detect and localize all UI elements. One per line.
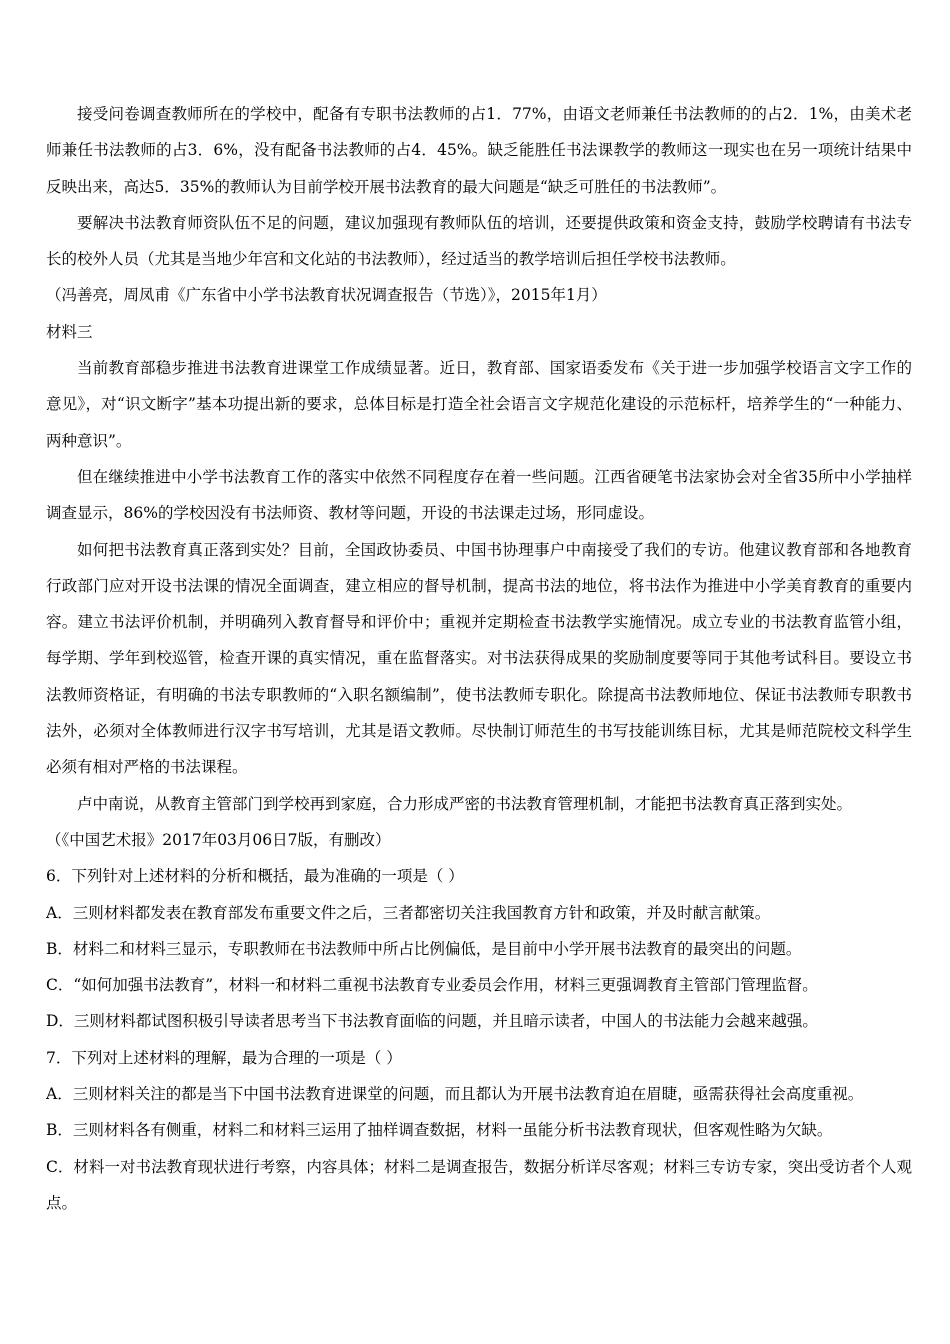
paragraph-conclusion: 卢中南说，从教育主管部门到学校再到家庭，合力形成严密的书法教育管理机制，才能把书法教育真正落到实处。	[77, 794, 853, 813]
paragraph-interview: 如何把书法教育真正落到实处？目前，全国政协委员、中国书协理事户中南接受了我们的专访。他建议教育部和各地教育行政部门应对开设书法课的情况全面调查，建立相应的督导机制，提高书法的地位，将书法作为推进中小学美育教育的重要内容。建立书法评价机制，并明确列入教育督导和评价中；重视并定期检查书法教学实施情况。成立专业的书法教育监管小组，每学期、学年到校巡管，检查开课的真实情况，重在监督落实。对书法获得成果的奖励制度要等同于其他考试科目。要设立书法教师资格证，有明确的书法专职教师的“入职名额编制”，使书法教师专职化。除提高书法教师地位、保证书法教师专职教书法外，必须对全体教师进行汉字书写培训，尤其是语文教师。尽快制订师范生的书写技能训练目标，尤其是师范院校文科学生必须有相对严格的书法课程。	[46, 540, 912, 777]
paragraph-ministry-progress: 当前教育部稳步推进书法教育进课堂工作成绩显著。近日，教育部、国家语委发布《关于进一步加强学校语言文字工作的意见》，对“识文断字”基本功提出新的要求，总体目标是打造全社会语言文字规范化建设的示范标杆，培养学生的“一种能力、两种意识”。	[46, 359, 912, 450]
question-7-stem: 7．下列对上述材料的理解，最为合理的一项是（ ）	[46, 1048, 402, 1067]
paragraph-teacher-statistics: 接受问卷调查教师所在的学校中，配备有专职书法教师的占1．77%，由语文老师兼任书法教师的的占2．1%，由美术老师兼任书法教师的占3．6%，没有配备书法教师的占4．45%。缺乏能胜任书法课教学的教师这一现实也在另一项统计结果中反映出来，高达5．35%的教师认为目前学校开展书法教育的最大问题是“缺乏可胜任的书法教师”。	[46, 105, 912, 196]
citation-china-art-news: （《中国艺术报》2017年03月06日7版，有删改）	[46, 830, 391, 849]
citation-guangdong-report: （冯善亮，周凤甫《广东省中小学书法教育状况调查报告（节选）》，2015年1月）	[46, 286, 607, 305]
question-6-stem: 6．下列针对上述材料的分析和概括，最为准确的一项是（ ）	[46, 867, 464, 886]
question-6-option-b[interactable]: B．材料二和材料三显示，专职教师在书法教师中所占比例偏低，是目前中小学开展书法教育的最突出的问题。	[46, 939, 802, 958]
question-6-option-a[interactable]: A．三则材料都发表在教育部发布重要文件之后，三者都密切关注我国教育方针和政策，并及时献言献策。	[46, 903, 771, 922]
document-page	[46, 96, 912, 1221]
question-7-option-a[interactable]: A．三则材料关注的都是当下中国书法教育进课堂的问题，而且都认为开展书法教育迫在眉睫，亟需获得社会高度重视。	[46, 1085, 864, 1104]
question-7-option-b[interactable]: B．三则材料各有侧重，材料二和材料三运用了抽样调查数据，材料一虽能分析书法教育现状，但客观性略为欠缺。	[46, 1121, 833, 1140]
question-7-option-c[interactable]: C．材料一对书法教育现状进行考察，内容具体；材料二是调查报告，数据分析详尽客观；材料三专访专家，突出受访者个人观点。	[46, 1157, 912, 1212]
question-6-option-c[interactable]: C．“如何加强书法教育”，材料一和材料二重视书法教育专业委员会作用，材料三更强调教育主管部门管理监督。	[46, 976, 818, 995]
material-three-heading: 材料三	[46, 322, 93, 341]
paragraph-jiangxi-survey: 但在继续推进中小学书法教育工作的落实中依然不同程度存在着一些问题。江西省硬笔书法家协会对全省35所中小学抽样调查显示，86%的学校因没有书法师资、教材等问题，开设的书法课走过场，形同虚设。	[46, 467, 912, 523]
question-6-option-d[interactable]: D．三则材料都试图积极引导读者思考当下书法教育面临的问题，并且暗示读者，中国人的书法能力会越来越强。	[46, 1012, 818, 1031]
paragraph-solution: 要解决书法教育师资队伍不足的问题，建议加强现有教师队伍的培训，还要提供政策和资金支持，鼓励学校聘请有书法专长的校外人员（尤其是当地少年宫和文化站的书法教师），经过适当的教学培训后担任学校书法教师。	[46, 213, 912, 269]
